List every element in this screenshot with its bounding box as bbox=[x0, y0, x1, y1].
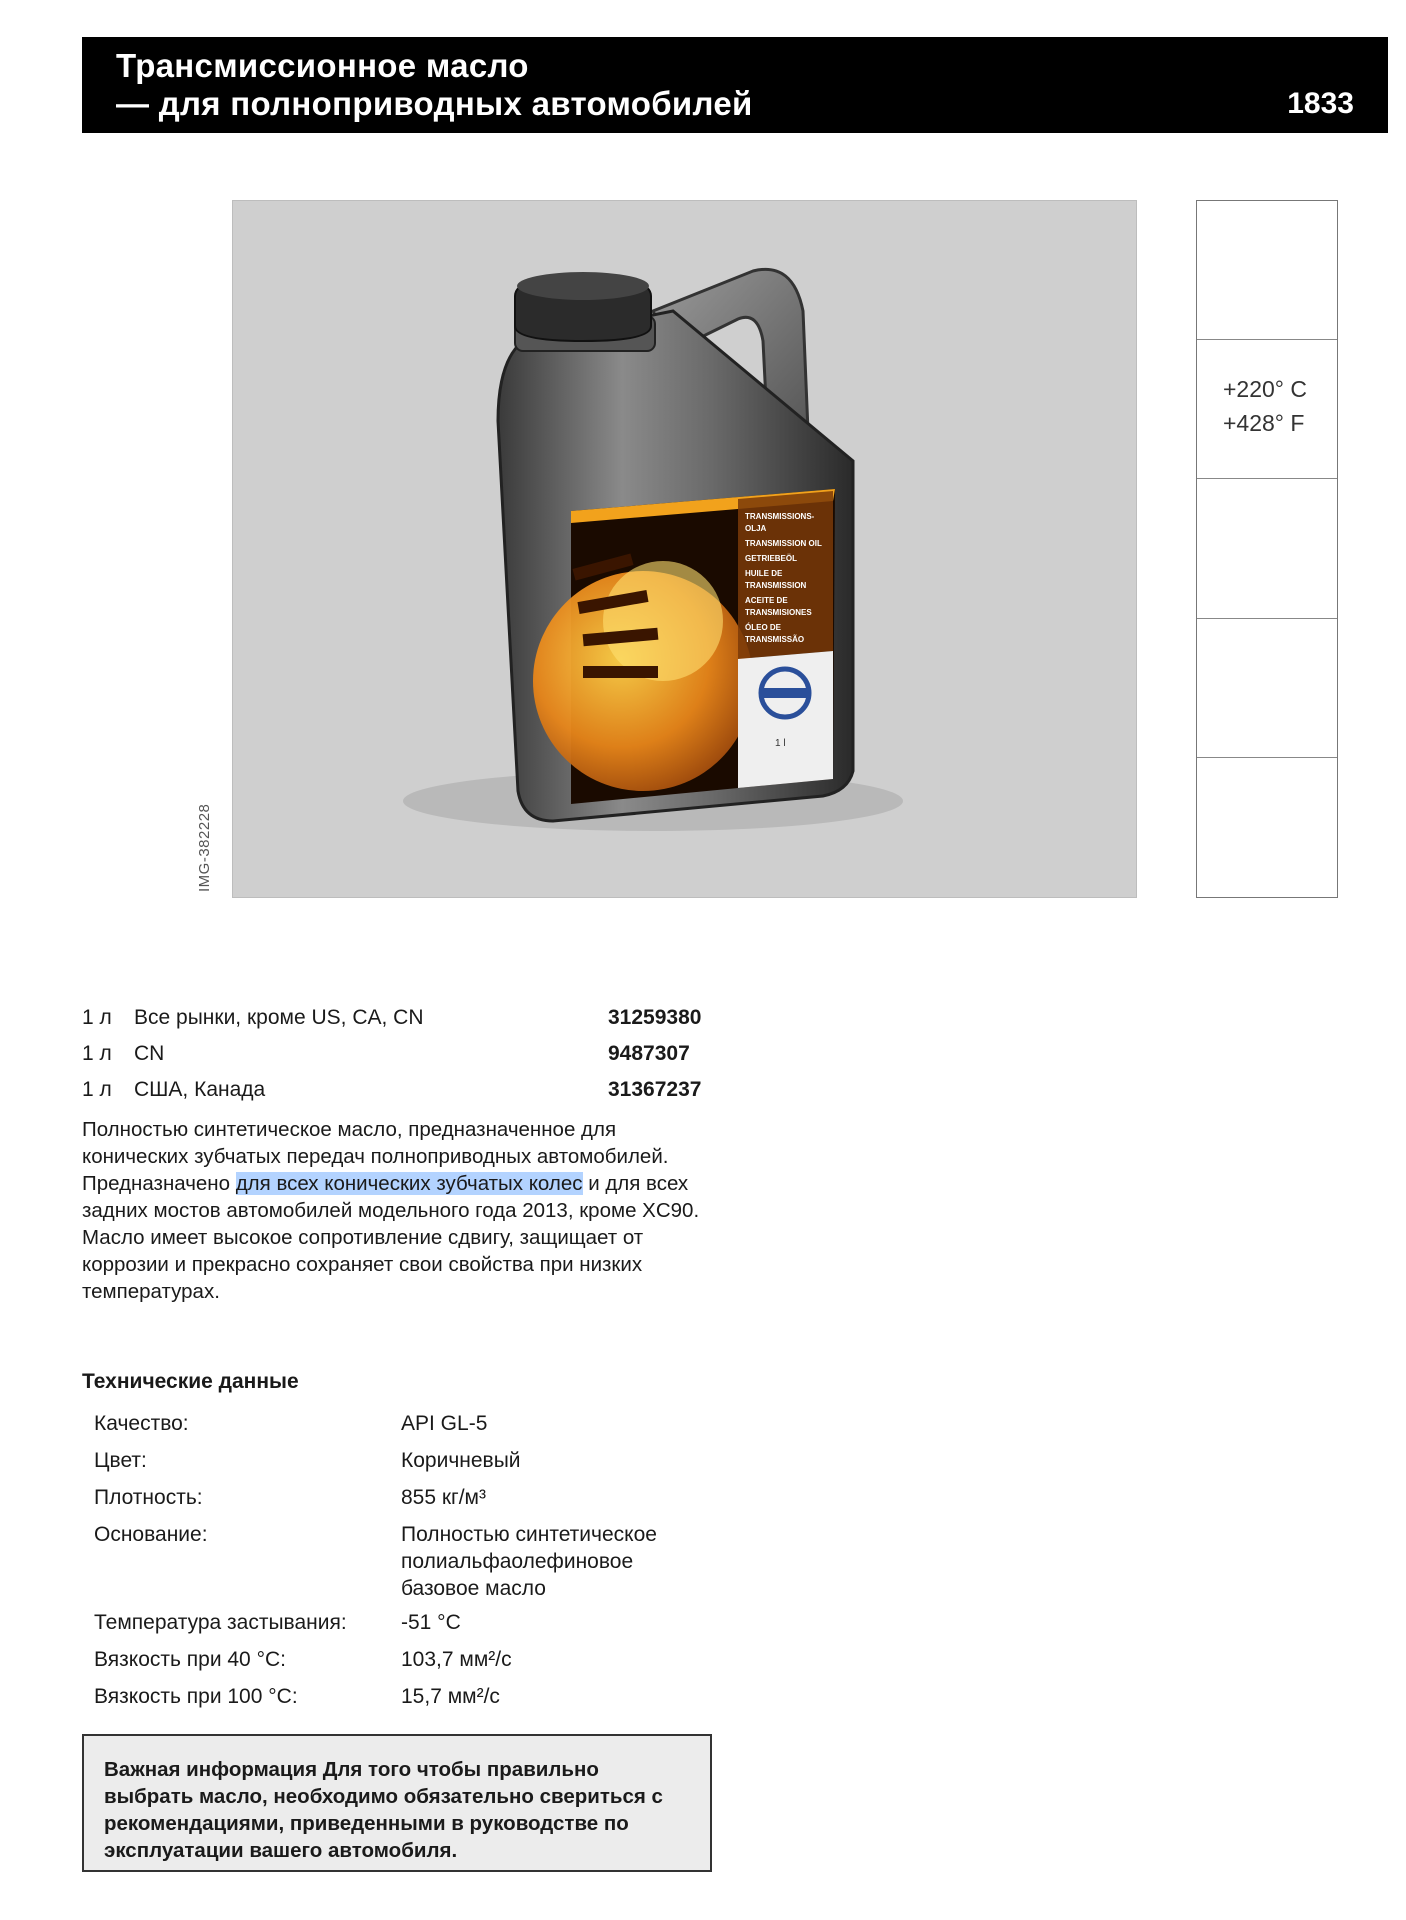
list-item bbox=[82, 1000, 722, 1036]
tech-value: API GL-5 bbox=[401, 1412, 488, 1435]
tech-key: Цвет: bbox=[94, 1449, 147, 1472]
variant-volume: 1 л bbox=[82, 1078, 112, 1101]
tech-value: -51 °C bbox=[401, 1611, 461, 1634]
temperature-cell bbox=[1197, 479, 1337, 618]
variant-market: США, Канада bbox=[134, 1078, 266, 1101]
tech-value: 103,7 мм²/с bbox=[401, 1648, 512, 1671]
temperature-fahrenheit: +428° F bbox=[1223, 410, 1305, 437]
svg-text:OLJA: OLJA bbox=[745, 524, 767, 533]
variant-list bbox=[82, 1000, 722, 1108]
tech-data-heading: Технические данные bbox=[82, 1370, 299, 1393]
page-title-line-1: Трансмиссионное масло bbox=[116, 47, 529, 84]
svg-text:ACEITE DE: ACEITE DE bbox=[745, 596, 788, 605]
list-item bbox=[82, 1036, 722, 1072]
variant-volume: 1 л bbox=[82, 1042, 112, 1065]
important-note-text: Важная информация Для того чтобы правильно выбрать масло, необходимо обязательно свериться с рекомендациями, приведенными в руководстве по эксплуатации вашего автомобиля. bbox=[104, 1758, 663, 1862]
page-title-line-2: — для полноприводных автомобилей bbox=[116, 85, 753, 122]
highlighted-text[interactable]: для всех конических зубчатых колес bbox=[235, 1172, 583, 1195]
svg-text:HUILE DE: HUILE DE bbox=[745, 569, 783, 578]
product-image bbox=[232, 200, 1137, 898]
temperature-cell bbox=[1197, 201, 1337, 340]
variant-part-number: 31259380 bbox=[608, 1006, 702, 1029]
svg-text:TRANSMISSÃO: TRANSMISSÃO bbox=[745, 635, 805, 644]
tech-value: 15,7 мм²/с bbox=[401, 1685, 500, 1708]
temperature-cell bbox=[1197, 340, 1337, 479]
temperature-cell bbox=[1197, 619, 1337, 758]
tech-value: Полностью синтетическое полиальфаолефиновое базовое масло bbox=[401, 1523, 657, 1600]
svg-text:TRANSMISSION OIL: TRANSMISSION OIL bbox=[745, 539, 822, 548]
variant-volume: 1 л bbox=[82, 1006, 112, 1029]
svg-text:GETRIEBEÖL: GETRIEBEÖL bbox=[745, 554, 798, 563]
important-note-box bbox=[82, 1734, 712, 1872]
svg-text:TRANSMISSION: TRANSMISSION bbox=[745, 581, 807, 590]
page-header bbox=[82, 37, 1388, 133]
oil-bottle-illustration bbox=[233, 201, 1137, 898]
description-paragraph bbox=[82, 1170, 722, 1224]
temperature-cell bbox=[1197, 758, 1337, 897]
image-id-label: IMG-382228 bbox=[196, 803, 213, 892]
variant-market: CN bbox=[134, 1042, 165, 1065]
tech-key: Основание: bbox=[94, 1523, 208, 1546]
variant-part-number: 31367237 bbox=[608, 1078, 702, 1101]
product-description bbox=[82, 1116, 722, 1305]
description-text: и для всех задних мостов автомобилей модельного года 2013, кроме XC90. bbox=[82, 1172, 700, 1222]
temperature-celsius: +220° C bbox=[1223, 376, 1308, 403]
tech-value: Коричневый bbox=[401, 1449, 521, 1472]
svg-text:ÓLEO DE: ÓLEO DE bbox=[745, 623, 782, 632]
bottle-label bbox=[533, 489, 835, 804]
svg-text:TRANSMISIONES: TRANSMISIONES bbox=[745, 608, 812, 617]
svg-text:TRANSMISSIONS-: TRANSMISSIONS- bbox=[745, 512, 815, 521]
list-item bbox=[82, 1072, 722, 1108]
bottle-volume-label: 1 l bbox=[775, 738, 786, 749]
variant-market: Все рынки, кроме US, CA, CN bbox=[134, 1006, 424, 1029]
description-paragraph: Масло имеет высокое сопротивление сдвигу, защищает от коррозии и прекрасно сохраняет свои свойства при низких температурах. bbox=[82, 1226, 644, 1303]
variant-part-number: 9487307 bbox=[608, 1042, 690, 1065]
tech-key: Вязкость при 100 °C: bbox=[94, 1685, 298, 1708]
temperature-table bbox=[1196, 200, 1338, 898]
description-text: Предназначено bbox=[82, 1172, 236, 1195]
tech-key: Плотность: bbox=[94, 1486, 203, 1509]
tech-key: Вязкость при 40 °C: bbox=[94, 1648, 286, 1671]
tech-key: Качество: bbox=[94, 1412, 189, 1435]
page-number: 1833 bbox=[1287, 87, 1354, 120]
description-paragraph: Полностью синтетическое масло, предназначенное для конических зубчатых передач полноприводных автомобилей. bbox=[82, 1118, 669, 1168]
tech-value: 855 кг/м³ bbox=[401, 1486, 486, 1509]
tech-key: Температура застывания: bbox=[94, 1611, 347, 1634]
